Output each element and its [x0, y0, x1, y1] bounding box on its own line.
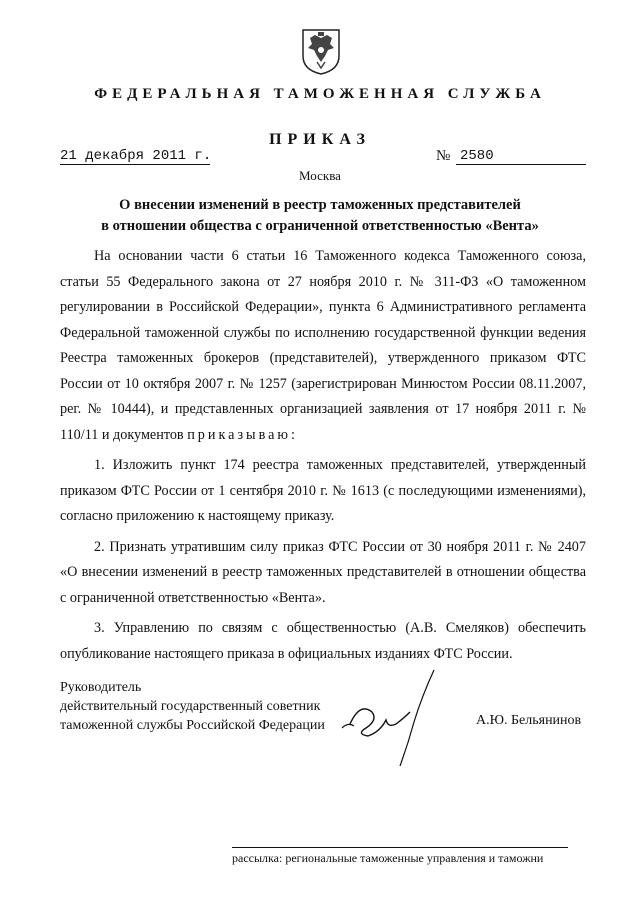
preamble-text: На основании части 6 статьи 16 Таможенного кодекса Таможенного союза, статьи 55 Федерального закона от 27 ноября 2010 г. № 311-ФЗ «О таможенном регулировании в Российской Федерации», пункта 6 Административного регламента Федеральной таможенной службы по исполнению государственной функции ведения Реестра таможенных брокеров (представителей), утвержденного приказом ФТС России от 10 октября 2007 г. № 1257 (зарегистрирован Минюстом России 08.11.2007, рег. № 10444), и представленных организацией заявления от 17 ноября 2011 г. № 110/11 и документов — [60, 248, 586, 443]
item-3: 3. Управлению по связям с общественностью (А.В. Смеляков) обеспечить опубликование настоящего приказа в официальных изданиях ФТС России. — [60, 620, 586, 662]
item-2: 2. Признать утратившим силу приказ ФТС России от 30 ноября 2011 г. № 2407 «О внесении изменений в реестр таможенных представителей в отношении общества с ограниченной ответственностью «Вента». — [60, 538, 586, 606]
subject-line-2: в отношении общества с ограниченной ответственностью «Вента» — [101, 218, 539, 234]
distribution-list: рассылка: региональные таможенные управления и таможни — [232, 851, 544, 865]
signatory-line-3: таможенной службы Российской Федерации — [60, 718, 325, 733]
order-subject — [60, 195, 580, 237]
agency-title: ФЕДЕРАЛЬНАЯ ТАМОЖЕННАЯ СЛУЖБА — [94, 86, 546, 102]
distribution-divider — [232, 847, 568, 848]
signatory-line-2: действительный государственный советник — [60, 699, 321, 714]
item-1: 1. Изложить пункт 174 реестра таможенных представителей, утвержденный приказом ФТС России от 1 сентября 2010 г. № 1613 (с последующими изменениями), согласно приложению к настоящему приказу. — [60, 457, 586, 524]
signatory-title — [60, 678, 325, 735]
preamble-paragraph — [60, 244, 586, 448]
city: Москва — [299, 168, 341, 183]
order-date: 21 декабря 2011 г. — [60, 148, 212, 164]
number-sign: № — [436, 148, 451, 164]
order-number: 2580 — [456, 148, 586, 165]
document-type: ПРИКАЗ — [269, 131, 371, 148]
subject-line-1: О внесении изменений в реестр таможенных представителей — [119, 197, 521, 213]
coat-of-arms-icon — [298, 26, 344, 76]
handwritten-signature-icon — [330, 662, 450, 772]
signatory-line-1: Руководитель — [60, 680, 142, 695]
order-word: приказываю: — [187, 426, 298, 443]
signer-name: А.Ю. Бельянинов — [476, 713, 582, 728]
order-body — [60, 244, 586, 667]
